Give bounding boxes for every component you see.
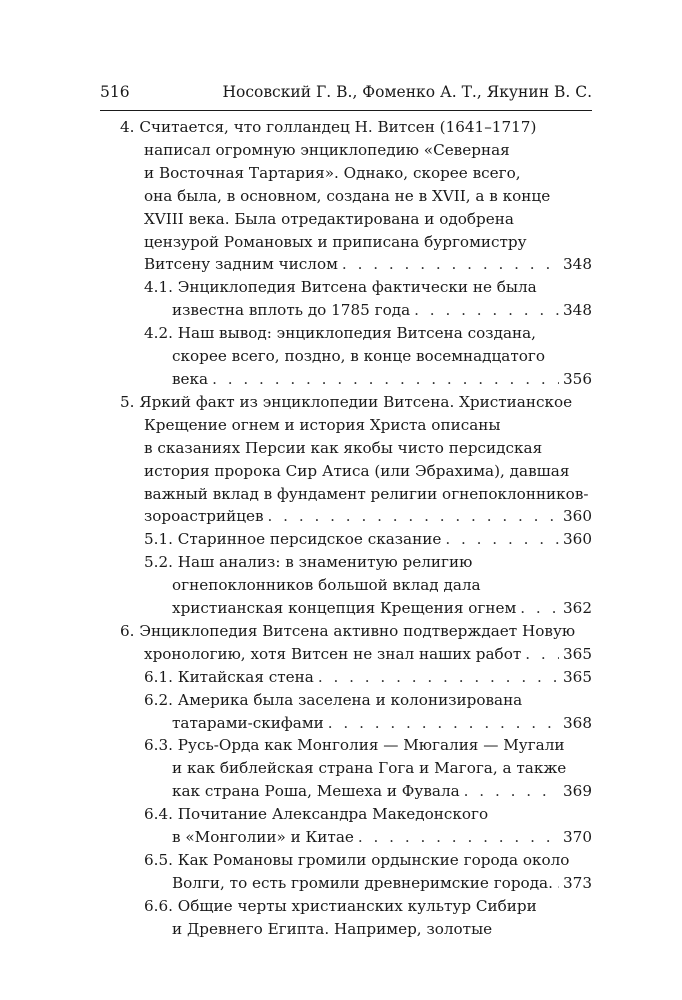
toc-entry-line: и как библейская страна Гога и Магога, а также <box>172 759 567 778</box>
toc-entry[interactable] <box>120 666 592 689</box>
toc-entry-line: 4.2. Наш вывод: энциклопедия Витсена создана, <box>144 324 537 343</box>
toc-entry-line <box>120 712 592 735</box>
toc-entry-text: татарами-скифами <box>172 713 324 732</box>
toc-page-number: 365 <box>563 644 592 663</box>
page-number: 516 <box>100 83 130 101</box>
toc-page-number: 360 <box>563 507 592 526</box>
toc-page-number: 360 <box>563 530 592 549</box>
toc-entry-line: она была, в основном, создана не в XVII, а в конце <box>144 186 551 205</box>
toc-entry-text: как страна Роша, Мешеха и Фувала <box>172 782 460 801</box>
toc-page-number: 348 <box>563 255 592 274</box>
dot-leader <box>464 780 559 803</box>
toc-entry-line: 5. Яркий факт из энциклопедии Витсена. Христианское <box>120 392 573 411</box>
toc-entry-text: Волги, то есть громили древнеримские города. <box>172 873 553 892</box>
running-head-authors: Носовский Г. В., Фоменко А. Т., Якунин В. С. <box>222 83 592 101</box>
toc-entry[interactable] <box>120 620 592 666</box>
dot-leader <box>212 368 559 391</box>
toc-entry-line: скорее всего, поздно, в конце восемнадцатого <box>172 347 546 366</box>
toc-entry-line: написал огромную энциклопедию «Северная <box>144 140 510 159</box>
toc-entry-line <box>120 826 592 849</box>
page-header <box>100 83 592 101</box>
toc-entry-line <box>120 872 592 895</box>
toc-entry-text: известна вплоть до 1785 года <box>172 301 411 320</box>
toc-entry-line: 6.6. Общие черты христианских культур Сибири <box>144 896 537 915</box>
toc-entry-line: и Древнего Египта. Например, золотые <box>172 919 493 938</box>
toc-entry[interactable] <box>120 689 592 735</box>
toc-entry-line: 5.2. Наш анализ: в знаменитую религию <box>144 553 473 572</box>
toc-entry[interactable] <box>120 528 592 551</box>
dot-leader <box>557 872 559 895</box>
toc-page-number: 362 <box>563 599 592 618</box>
toc-entry-line: 6. Энциклопедия Витсена активно подтверждает Новую <box>120 621 576 640</box>
toc-entry-line: важный вклад в фундамент религии огнепоклонников- <box>144 484 589 503</box>
toc-entry-text: века <box>172 369 209 388</box>
dot-leader <box>328 712 559 735</box>
toc-entry-text: христианская концепция Крещения огнем <box>172 599 517 618</box>
toc-entry[interactable] <box>120 322 592 391</box>
toc-entry-text: хронологию, хотя Витсен не знал наших работ <box>144 644 522 663</box>
toc-entry-line <box>120 253 592 276</box>
toc-entry-line <box>120 666 592 689</box>
toc-entry-text: 5.1. Старинное персидское сказание <box>144 530 442 549</box>
toc-entry[interactable] <box>120 276 592 322</box>
toc-entry-text: 6.1. Китайская стена <box>144 667 314 686</box>
toc-entry-line: 4.1. Энциклопедия Витсена фактически не была <box>144 278 537 297</box>
toc-entry-line <box>120 780 592 803</box>
toc-page-number: 348 <box>563 301 592 320</box>
toc-entry-line <box>120 505 592 528</box>
toc-page-number: 365 <box>563 667 592 686</box>
toc-entry-text: в «Монголии» и Китае <box>172 828 354 847</box>
toc-entry-line: в сказаниях Персии как якобы чисто персидская <box>144 438 543 457</box>
toc-entry-line: и Восточная Тартария». Однако, скорее всего, <box>144 163 521 182</box>
toc-entry-line: Крещение огнем и история Христа описаны <box>144 415 501 434</box>
toc-entry-line: 6.2. Америка была заселена и колонизирована <box>144 690 523 709</box>
toc-entry-line <box>120 299 592 322</box>
toc-entry-line: 6.3. Русь-Орда как Монголия — Мюгалия — Мугали <box>144 736 565 755</box>
toc-entry-line: огнепоклонников большой вклад дала <box>172 576 481 595</box>
header-rule <box>100 110 592 111</box>
toc-page-number: 370 <box>563 828 592 847</box>
toc-entry-line: история пророка Сир Атиса (или Эбрахима), давшая <box>144 461 570 480</box>
dot-leader <box>358 826 559 849</box>
dot-leader <box>318 666 559 689</box>
toc-entry-text: зороастрийцев <box>144 507 264 526</box>
toc-entry-line: XVIII века. Была отредактирована и одобрена <box>144 209 514 228</box>
toc-entry[interactable] <box>120 895 592 941</box>
toc-entry-line: 6.4. Почитание Александра Македонского <box>144 805 489 824</box>
toc-entry-line: 4. Считается, что голландец Н. Витсен (1641–1717) <box>120 118 537 136</box>
toc-entry-line <box>120 643 592 666</box>
dot-leader <box>414 299 559 322</box>
dot-leader <box>342 253 559 276</box>
toc-entry-line <box>120 597 592 620</box>
dot-leader <box>520 597 559 620</box>
dot-leader <box>445 528 559 551</box>
toc-entry[interactable] <box>120 734 592 803</box>
toc-page-number: 356 <box>563 369 592 388</box>
toc-page-number: 369 <box>563 782 592 801</box>
toc-page-number: 373 <box>563 873 592 892</box>
table-of-contents <box>120 116 592 941</box>
toc-entry-line: 6.5. Как Романовы громили ордынские города около <box>144 851 570 869</box>
toc-entry-line: цензурой Романовых и приписана бургомистру <box>144 232 527 251</box>
toc-entry[interactable] <box>120 803 592 849</box>
toc-entry-line <box>120 528 592 551</box>
toc-entry[interactable] <box>120 391 592 528</box>
toc-entry[interactable] <box>120 551 592 620</box>
toc-entry-text: Витсену задним числом <box>144 255 338 274</box>
toc-entry-line <box>120 368 592 391</box>
dot-leader <box>268 505 559 528</box>
toc-entry[interactable] <box>120 849 592 895</box>
toc-entry[interactable] <box>120 116 592 276</box>
dot-leader <box>525 643 559 666</box>
toc-page-number: 368 <box>563 713 592 732</box>
